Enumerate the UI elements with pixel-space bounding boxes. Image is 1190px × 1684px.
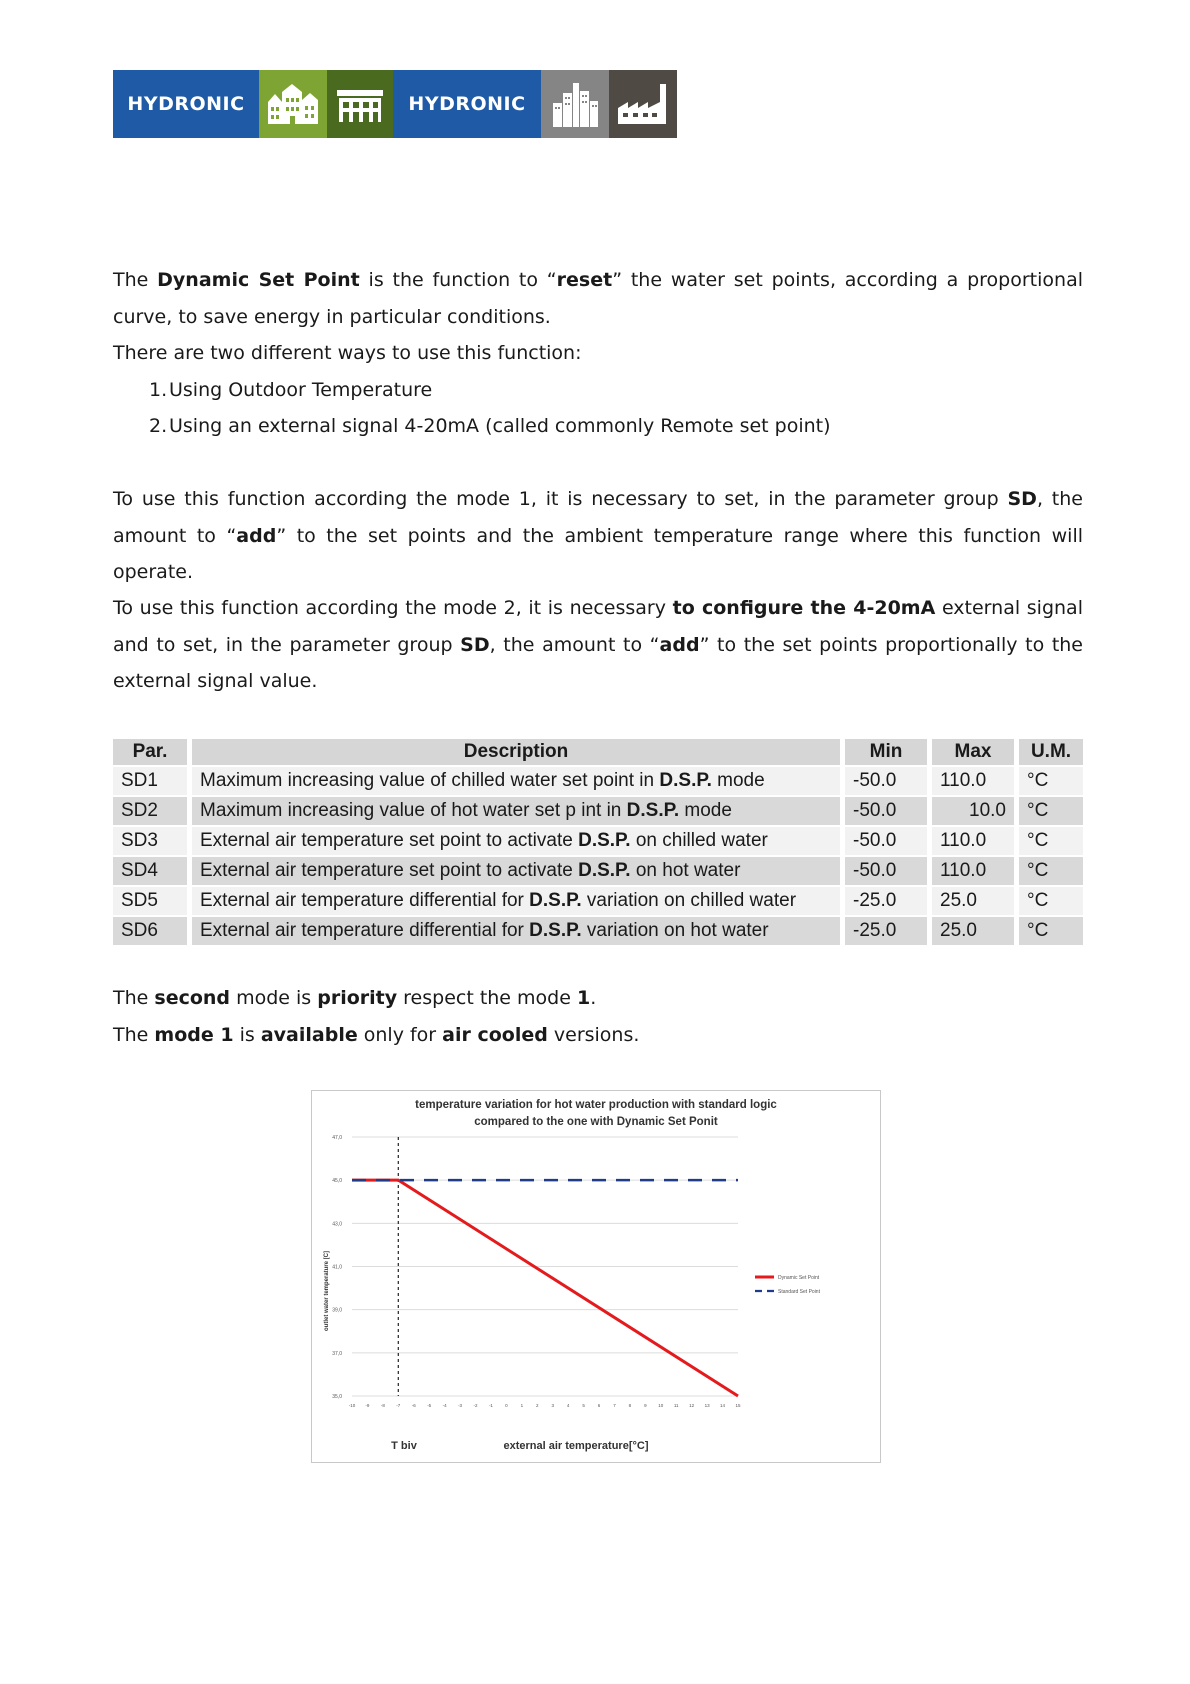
chart-x-marker-label: T biv xyxy=(391,1440,417,1452)
cell-max: 25.0 xyxy=(932,917,1014,945)
cell-min: -25.0 xyxy=(845,887,927,915)
series-line-dynamic-set-point xyxy=(352,1180,738,1396)
x-tick-label: -1 xyxy=(488,1403,493,1408)
x-tick-label: 12 xyxy=(689,1403,695,1408)
x-tick-label: 14 xyxy=(720,1403,726,1408)
x-tick-label: -9 xyxy=(365,1403,370,1408)
cell-description: External air temperature differential for D.S.P. variation on chilled water xyxy=(192,887,840,915)
legend-label: Dynamic Set Point xyxy=(778,1275,820,1281)
cell-min: -50.0 xyxy=(845,827,927,855)
city-skyline-icon xyxy=(541,70,609,138)
intro-bold-dynamic-set-point: Dynamic Set Point xyxy=(157,269,360,291)
mode2-text-3: , the amount to “ xyxy=(489,633,660,656)
x-tick-label: -6 xyxy=(411,1403,416,1408)
chart-y-ticks xyxy=(332,1135,342,1400)
list-item-text: Using Outdoor Temperature xyxy=(169,378,433,401)
cell-um: °C xyxy=(1019,797,1083,825)
y-tick-label: 41,0 xyxy=(332,1264,342,1271)
x-tick-label: 0 xyxy=(505,1403,508,1408)
y-tick-label: 45,0 xyxy=(332,1178,342,1185)
list-item-number: 2. xyxy=(149,415,168,437)
x-tick-label: -7 xyxy=(396,1403,401,1408)
cell-par: SD1 xyxy=(113,767,187,795)
x-tick-label: 7 xyxy=(613,1403,616,1408)
x-tick-label: 4 xyxy=(566,1403,570,1408)
intro-section xyxy=(113,262,1083,445)
cell-min: -50.0 xyxy=(845,797,927,825)
cell-description: External air temperature set point to activate D.S.P. on hot water xyxy=(192,857,840,885)
cell-um: °C xyxy=(1019,887,1083,915)
table-row xyxy=(113,767,1083,795)
cell-par: SD6 xyxy=(113,917,187,945)
cell-max: 110.0 xyxy=(932,857,1014,885)
cell-um: °C xyxy=(1019,767,1083,795)
mode2-paragraph xyxy=(113,590,1083,700)
ways-line: There are two different ways to use this function: xyxy=(113,342,582,364)
cell-description: Maximum increasing value of hot water set p int in D.S.P. mode xyxy=(192,797,840,825)
x-tick-label: -3 xyxy=(458,1403,463,1408)
residential-buildings-icon xyxy=(259,70,327,138)
intro-text-3: ” the water set points, according a proportional curve, to save energy in particular conditions. xyxy=(113,269,1083,328)
chart-x-ticks xyxy=(349,1403,741,1408)
cell-max: 110.0 xyxy=(932,767,1014,795)
chart-svg xyxy=(312,1091,880,1462)
dsp-chart xyxy=(311,1090,881,1463)
brand-block-left xyxy=(113,70,259,138)
x-tick-label: 3 xyxy=(551,1403,554,1408)
x-tick-label: 9 xyxy=(644,1403,647,1408)
parameter-table xyxy=(108,737,1088,947)
col-header-par: Par. xyxy=(113,739,187,765)
x-tick-label: 6 xyxy=(597,1403,601,1408)
chart-y-axis-label: outlet water temperature [C] xyxy=(324,1250,330,1332)
chart-x-axis-label: external air temperature[°C] xyxy=(503,1440,649,1452)
y-tick-label: 43,0 xyxy=(332,1221,342,1228)
x-tick-label: 2 xyxy=(536,1403,539,1408)
x-tick-label: 10 xyxy=(658,1403,664,1408)
mode2-bold-sd: SD xyxy=(460,633,490,656)
commercial-building-icon xyxy=(327,70,393,138)
x-tick-label: -2 xyxy=(473,1403,478,1408)
brand-block-right xyxy=(393,70,541,138)
intro-text-2: is the function to “ xyxy=(359,269,557,291)
cell-um: °C xyxy=(1019,857,1083,885)
intro-paragraph xyxy=(113,262,1083,335)
x-tick-label: 8 xyxy=(628,1403,632,1408)
chart-title-line-2: compared to the one with Dynamic Set Ponit xyxy=(474,1116,718,1128)
cell-description: Maximum increasing value of chilled water set point in D.S.P. mode xyxy=(192,767,840,795)
mode2-text-4: ” to the set points proportionally to the external signal value. xyxy=(113,633,1083,692)
x-tick-label: 11 xyxy=(673,1403,679,1408)
cell-par: SD2 xyxy=(113,797,187,825)
ways-list xyxy=(113,372,1083,445)
col-header-um: U.M. xyxy=(1019,739,1083,765)
brand-left-label: HYDRONIC xyxy=(127,93,245,115)
col-header-description: Description xyxy=(192,739,840,765)
note-priority: The second mode is priority respect the mode 1. xyxy=(113,987,597,1009)
header-banner xyxy=(113,70,677,138)
intro-bold-reset: reset xyxy=(556,269,613,291)
list-item-text: Using an external signal 4-20mA (called commonly Remote set point) xyxy=(169,415,831,437)
cell-um: °C xyxy=(1019,917,1083,945)
y-tick-label: 35,0 xyxy=(332,1394,342,1400)
factory-icon xyxy=(609,70,677,138)
mode2-bold-add: add xyxy=(659,633,700,656)
x-tick-label: 5 xyxy=(582,1403,585,1408)
table-row xyxy=(113,827,1083,855)
table-row xyxy=(113,857,1083,885)
cell-max: 10.0 xyxy=(932,797,1014,825)
mode1-bold-add: add xyxy=(236,524,277,547)
cell-min: -50.0 xyxy=(845,767,927,795)
y-tick-label: 37,0 xyxy=(332,1350,342,1357)
mode1-bold-sd: SD xyxy=(1007,488,1037,510)
chart-legend xyxy=(755,1275,821,1295)
x-tick-label: 1 xyxy=(520,1403,524,1408)
y-tick-label: 47,0 xyxy=(332,1135,342,1141)
cell-par: SD4 xyxy=(113,857,187,885)
list-item xyxy=(149,372,1083,409)
table-row xyxy=(113,887,1083,915)
mode1-text-1: To use this function according the mode 1, it is necessary to set, in the parameter group xyxy=(113,488,1008,510)
x-tick-label: -4 xyxy=(442,1403,447,1408)
chart-title-line-1: temperature variation for hot water production with standard logic xyxy=(415,1099,777,1111)
mode1-paragraph xyxy=(113,481,1083,591)
mode2-text-2: external signal and to set, in the parameter group xyxy=(113,597,1083,656)
legend-label: Standard Set Point xyxy=(778,1289,820,1295)
table-header-row xyxy=(113,739,1083,765)
mode1-text-2: , the amount to “ xyxy=(113,488,1083,547)
x-tick-label: 15 xyxy=(735,1403,741,1408)
cell-min: -50.0 xyxy=(845,857,927,885)
cell-max: 25.0 xyxy=(932,887,1014,915)
list-item xyxy=(149,408,1083,445)
notes-section xyxy=(113,980,1083,1053)
y-tick-label: 39,0 xyxy=(332,1307,342,1314)
intro-text-1: The xyxy=(113,269,158,291)
table-row xyxy=(113,917,1083,945)
cell-description: External air temperature set point to activate D.S.P. on chilled water xyxy=(192,827,840,855)
col-header-min: Min xyxy=(845,739,927,765)
x-tick-label: 13 xyxy=(704,1403,710,1408)
cell-um: °C xyxy=(1019,827,1083,855)
x-tick-label: -5 xyxy=(427,1403,432,1408)
cell-max: 110.0 xyxy=(932,827,1014,855)
cell-par: SD3 xyxy=(113,827,187,855)
mode1-text-3: ” to the set points and the ambient temperature range where this function will operate. xyxy=(113,524,1083,583)
cell-description: External air temperature differential for D.S.P. variation on hot water xyxy=(192,917,840,945)
col-header-max: Max xyxy=(932,739,1014,765)
mode2-text-1: To use this function according the mode 2, it is necessary xyxy=(113,597,673,619)
mode2-bold-configure: to configure the 4-20mA xyxy=(672,597,936,619)
list-item-number: 1. xyxy=(149,378,168,401)
chart-grid xyxy=(352,1137,738,1396)
note-availability: The mode 1 is available only for air cooled versions. xyxy=(113,1023,640,1046)
brand-right-label: HYDRONIC xyxy=(408,93,526,115)
cell-par: SD5 xyxy=(113,887,187,915)
x-tick-label: -10 xyxy=(348,1403,356,1408)
table-row xyxy=(113,797,1083,825)
x-tick-label: -8 xyxy=(380,1403,385,1408)
cell-min: -25.0 xyxy=(845,917,927,945)
